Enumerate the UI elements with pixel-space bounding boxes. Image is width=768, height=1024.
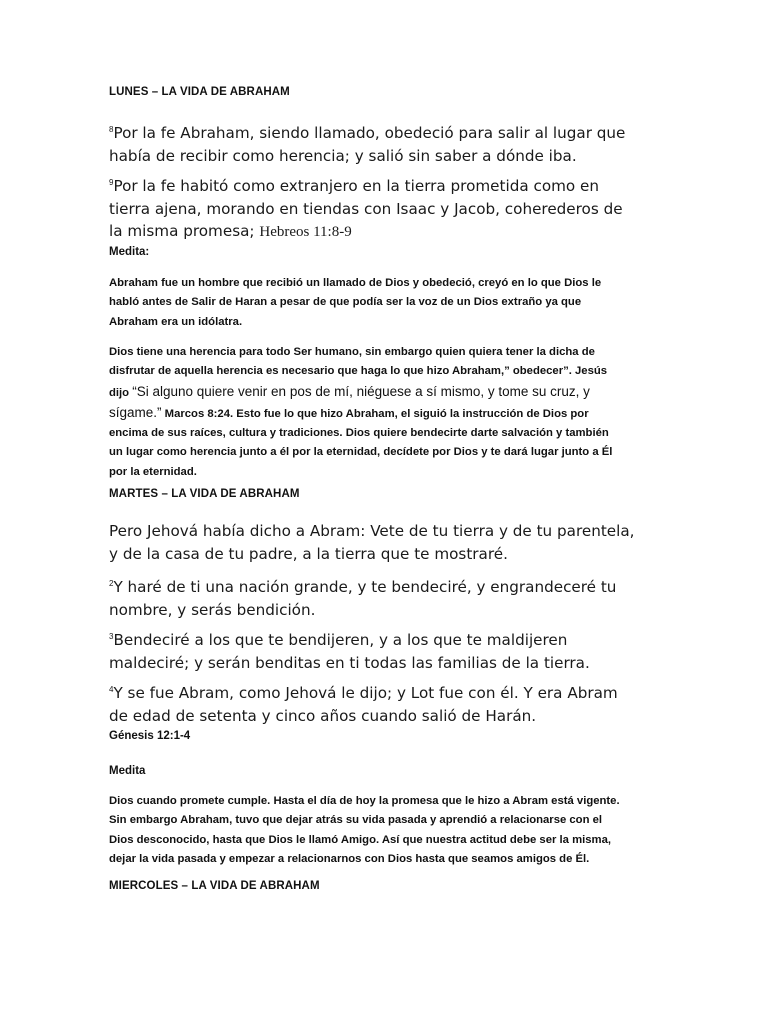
paragraph-line: Dios cuando promete cumple. Hasta el día de hoy la promesa que le hizo a Abram está vigente.: [109, 795, 620, 807]
paragraph-text: dijo: [109, 386, 133, 399]
medita-label: Medita: [109, 765, 146, 777]
paragraph-line: Abraham era un idólatra.: [109, 315, 243, 328]
paragraph-line: Sin embargo Abraham, tuvo que dejar atrás su vida pasada y aprendió a relacionarse con el: [109, 814, 603, 827]
verse-text: Bendeciré a los que te bendijeren, y a los que te maldijeren: [113, 631, 568, 649]
verse-text: de edad de setenta y cinco años cuando salió de Harán.: [109, 706, 537, 725]
verse-number: 4: [109, 685, 114, 694]
scripture-quote: sígame.”: [109, 404, 162, 420]
paragraph-text: Marcos 8:24. Esto fue lo que hizo Abraham, el siguió la instrucción de Dios por: [161, 407, 589, 420]
verse-genesis-12-4: [109, 679, 679, 727]
paragraph-line: por la eternidad.: [109, 465, 197, 478]
section-heading-martes: MARTES – LA VIDA DE ABRAHAM: [109, 488, 300, 500]
medita-label: Medita:: [109, 246, 150, 258]
paragraph-line: habló antes de Salir de Haran a pesar de que podía ser la voz de un Dios extraño ya que: [109, 296, 582, 309]
verse-text: Por la fe Abraham, siendo llamado, obedeció para salir al lugar que: [113, 124, 626, 142]
section-heading-miercoles: MIERCOLES – LA VIDA DE ABRAHAM: [109, 880, 320, 892]
verse-text: tierra ajena, morando en tiendas con Isaac y Jacob, coherederos de: [109, 199, 623, 218]
verse-text: Y haré de ti una nación grande, y te bendeciré, y engrandeceré tu: [113, 578, 617, 596]
paragraph-line: Dios desconocido, hasta que Dios le llamó Amigo. Así que nuestra actitud debe ser la misma,: [109, 833, 611, 846]
verse-genesis-12-3: [109, 626, 679, 674]
verse-text: la misma promesa;: [109, 222, 255, 240]
verse-text: Por la fe habitó como extranjero en la tierra prometida como en: [113, 177, 599, 195]
verse-hebreos-11-9: [109, 172, 679, 244]
verse-number: 8: [109, 125, 114, 134]
verse-text: Pero Jehová había dicho a Abram: Vete de tu tierra y de tu parentela,: [109, 522, 635, 540]
paragraph-line: dejar la vida pasada y empezar a relacionarnos con Dios hasta que seamos amigos de Él.: [109, 852, 590, 865]
scripture-quote: “Si alguno quiere venir en pos de mí, niéguese a sí mismo, y tome su cruz, y: [132, 383, 590, 399]
section-heading-lunes: LUNES – LA VIDA DE ABRAHAM: [109, 86, 290, 98]
meditation-paragraph-3: [109, 792, 669, 869]
verse-number: 2: [109, 579, 114, 588]
verse-genesis-12-2: [109, 573, 679, 621]
verse-text: Y se fue Abram, como Jehová le dijo; y Lot fue con él. Y era Abram: [113, 684, 618, 702]
verse-genesis-12-1: [109, 520, 679, 565]
scripture-reference: Hebreos 11:8-9: [259, 224, 352, 240]
verse-text: y de la casa de tu padre, a la tierra que te mostraré.: [109, 544, 508, 563]
meditation-paragraph-1: [109, 274, 669, 332]
meditation-paragraph-2: [109, 343, 669, 482]
verse-text: maldeciré; y serán benditas en ti todas las familias de la tierra.: [109, 653, 590, 672]
paragraph-line: Abraham fue un hombre que recibió un llamado de Dios y obedeció, creyó en lo que Dios le: [109, 277, 602, 289]
verse-text: nombre, y serás bendición.: [109, 600, 316, 619]
paragraph-line: disfrutar de aquella herencia es necesario que haga lo que hizo Abraham,” obedecer”. Jesús: [109, 365, 608, 378]
verse-number: 3: [109, 632, 114, 641]
paragraph-line: un lugar como herencia junto a él por la eternidad, decídete por Dios y te dará lugar junto a Él: [109, 446, 613, 459]
scripture-reference: Génesis 12:1-4: [109, 730, 191, 742]
verse-text: había de recibir como herencia; y salió sin saber a dónde iba.: [109, 146, 577, 165]
verse-number: 9: [109, 178, 114, 187]
paragraph-line: Dios tiene una herencia para todo Ser humano, sin embargo quien quiera tener la dicha de: [109, 346, 595, 358]
verse-hebreos-11-8: [109, 119, 679, 167]
paragraph-line: encima de sus raíces, cultura y tradiciones. Dios quiere bendecirte darte salvación y también: [109, 427, 609, 440]
